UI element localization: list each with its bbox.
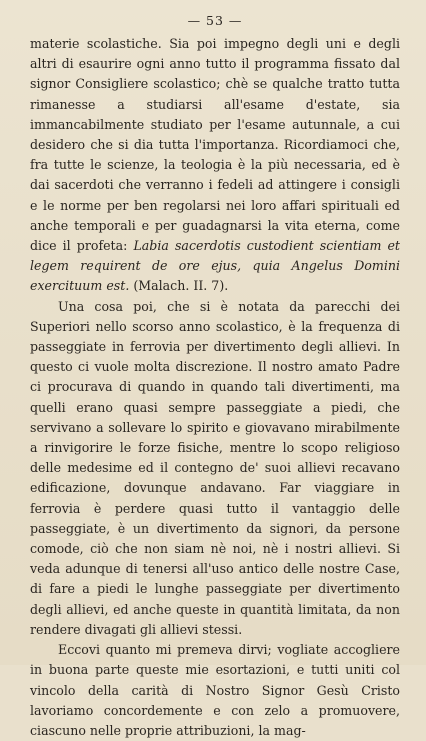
citation-reference: (Malach. II. 7).: [129, 278, 229, 294]
latin-quotation: Labia sacerdotis custodient scientiam et legem requirent de ore ejus, quia Angelus Domini exercituum est.: [30, 238, 400, 294]
paragraph-continuation: [30, 34, 400, 297]
paragraph-closing: Eccovi quanto mi premeva dirvi; vogliate accogliere in buona parte queste mie esortazioni, e tutti uniti col vincolo della carità di Nostro Signor Gesù Cristo lavoriamo concordemente e con zelo a promuovere, ciascuno nelle proprie attribuzioni, la mag-: [30, 642, 400, 738]
page-number: — 53 —: [187, 13, 243, 28]
paragraph-text: materie scolastiche. Sia poi impegno degli uni e degli altri di esaurire ogni anno tutto il programma fissato dal signor Consigliere scolastico; chè se qualche tratto tutta rimanesse a studiarsi all'esame d'estate, sia immancabilmente studiato per l'esame autunnale, a cui desidero che si dia tutta l'importanza. Ricordiamoci che, fra tutte le scienze, la teologia è la più necessaria, ed è dai sacerdoti che verranno i fedeli ad attingere i consigli e le norme per ben regolarsi nei loro affari spirituali ed anche temporali e per guadagnarsi la vita eterna, come dice il profeta:: [30, 36, 400, 254]
paragraph-excursions: Una cosa poi, che si è notata da parecchi dei Superiori nello scorso anno scolastico, è la frequenza di passeggiate in ferrovia per divertimento degli allievi. In questo ci vuole molta discrezione. Il nostro amato Padre ci procurava di quando in quando tali divertimenti, ma quelli erano quasi sempre passeggiate a piedi, che servivano a sollevare lo spirito e giovavano mirabilmente a rinvigorire le forze fisiche, mentre lo scopo religioso delle medesime ed il contegno de' suoi allievi recavano edificazione, dovunque andavano. Far viaggiare in ferrovia è perdere quasi tutto il vantaggio delle passeggiate, è un divertimento da signori, da persone comode, ciò che non siam nè noi, nè i nostri allievi. Si veda adunque di tenersi all'uso antico delle nostre Case, di fare a piedi le lunghe passeggiate per divertimento degli allievi, ed anche queste in quantità limitata, da non rendere divagati gli allievi stessi.: [30, 298, 400, 637]
